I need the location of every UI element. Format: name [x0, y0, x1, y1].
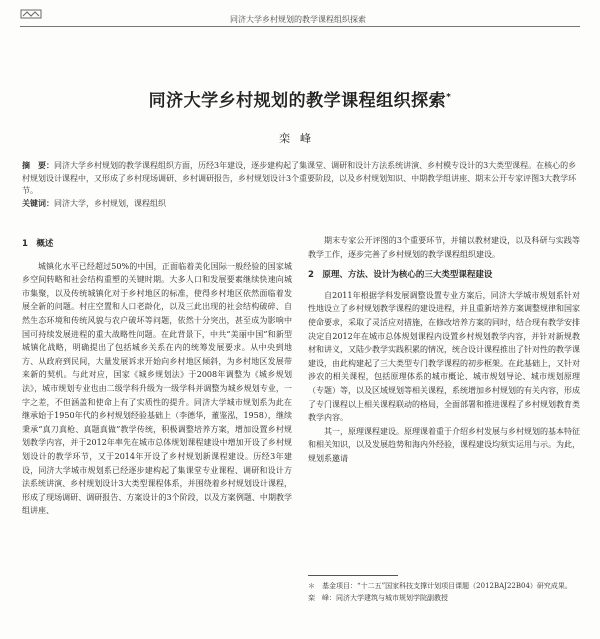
paragraph-continuation: 期末专家公开评图的3个重要环节，并辅以教材建设，以及科研与实践等教学工作，逐步完善了乡村规划的教学课程组织建设。 — [308, 236, 580, 259]
keywords — [22, 198, 578, 211]
right-column — [308, 234, 580, 466]
footnotes — [308, 575, 580, 604]
abstract-block — [22, 160, 578, 210]
author: 栾峰 — [279, 132, 321, 145]
footnote-author: 栾 峰：同济大学建筑与城市规划学院副教授 — [308, 594, 448, 602]
page-title — [0, 86, 600, 111]
section-heading-courses: 2 原理、方法、设计为核心的三大类型课程建设 — [308, 270, 493, 281]
running-header — [20, 8, 580, 27]
paragraph: 其一，原理课程建设。原理课着重于介绍乡村发展与乡村规划的基本特征和相关知识，以及发展趋势和海内外经验，课程建设均须实运用与示。为此，规划系邀请 — [308, 426, 580, 463]
paragraph: 自2011年根据学科发展调整设置专业方案后，同济大学城市规划系针对性地设立了乡村规划教学课程的建设进程，并且重新培养方案调整规律和国家使命要求，采取了灵活应对措施，在修改培养方案的同时，结合现有教学安排决定自2012年在城市总体规划课程内设置乡村规划教学内容，并针对新规教材和讲义，又陆少教学实践积累的情况，统合设计课程推出了针对性的教学课建设，由此构建起了三大类型专门教学课程的初步框架。在此基础上，又针对涉农的相关课程，包括原理体系的城市概论、城市规划导论、城市规划原理（专题）等，以及区域规划等相关课程，系统增加乡村规划的有关内容，形成了专门课程以上相关课程联动的格局，全面部署和推进课程了乡村规划教育类教学内容。 — [308, 290, 580, 423]
footnote-divider — [308, 575, 398, 576]
running-header-title: 同济大学乡村规划的教学课程组织探索 — [230, 15, 366, 24]
abstract — [22, 160, 578, 198]
abstract-text: 同济大学乡村规划的教学课程组织方面，历经3年建设，逐步建构起了集课堂、调研和设计方法系统讲演、乡村模专设计的3大类型课程。在核心的乡村规划设计课程中，又形成了乡村现场调研、乡村调研报告，乡村规划设计3个重要阶段，以及乡村规划知识、中期教学组讲座、期末公开专家评图3大教学环节。 — [22, 161, 577, 195]
title-text: 同济大学乡村规划的教学课程组织探索 — [148, 91, 447, 111]
section-heading-overview: 1 概述 — [22, 239, 54, 249]
keywords-text: 同济大学，乡村规划，课程组织 — [54, 198, 166, 208]
footnote-funding: ＊ 基金项目：“十二五”国家科技支撑计划项目课题（2012BAJ22B04）研究成果。 — [308, 582, 572, 590]
journal-logo-icon — [20, 8, 42, 20]
title-footnote-mark: * — [446, 92, 452, 103]
left-column — [22, 238, 292, 518]
paragraph: 城镇化水平已经超过50%的中国，正面临着美化国际一般经验的国家城乡空间转略和社会结构重塑的关键时期。大多人口和发展要素继续快速向城市集聚，以及传统城镇化对于乡村地区的标准，使得乡村地区依然面临着发展全新的问题。村庄空置和人口老龄化，以及三此出现的社会结构破碎、自然生态环境和传统风貌与农户破坏等问题，依然十分突出，甚至成为影响中国可持续发展进程的重大战略性问题。在此背景下，中共“美丽中国”和新型城镇化战略，明确提出了包括城乡关系在内的统筹发展要求。从中央到地方、从政府到民间，大量发展诉求开始向乡村地区倾斜，为乡村地区发展带来新的契机。与此对应，国家《城乡规划法》于2008年调整为《城乡规划法》，城市规划专业也由二级学科升级为一级学科并调整为城乡规划专业，一字之差，不但涵盖和使命上有了实质性的提升。同济大学城市规划系为此在继承始于1950年代的乡村规划经验基础上（李德华，董鉴泓，1958），继续秉承“真刀真枪、真题真做”教学传统，积极调整培养方案，增加设置乡村规划教学内容，并于2012年率先在城市总体规划课程建设中增加开设了乡村规划设计的教学环节，又于2014年开设了乡村规划新课程建设。历经3年建设，同济大学城市规划系已经逐步建构起了集课堂专业课程、调研和设计方法系统讲演、乡村规划设计3大类型课程体系，并围绕着乡村规划设计课程，形成了现场调研、调研报告、方案设计的3个阶段，以及方案例题、中期教学组讲座、 — [22, 261, 292, 516]
abstract-label: 摘 要： — [22, 161, 54, 170]
keywords-label: 关键词： — [22, 198, 54, 208]
